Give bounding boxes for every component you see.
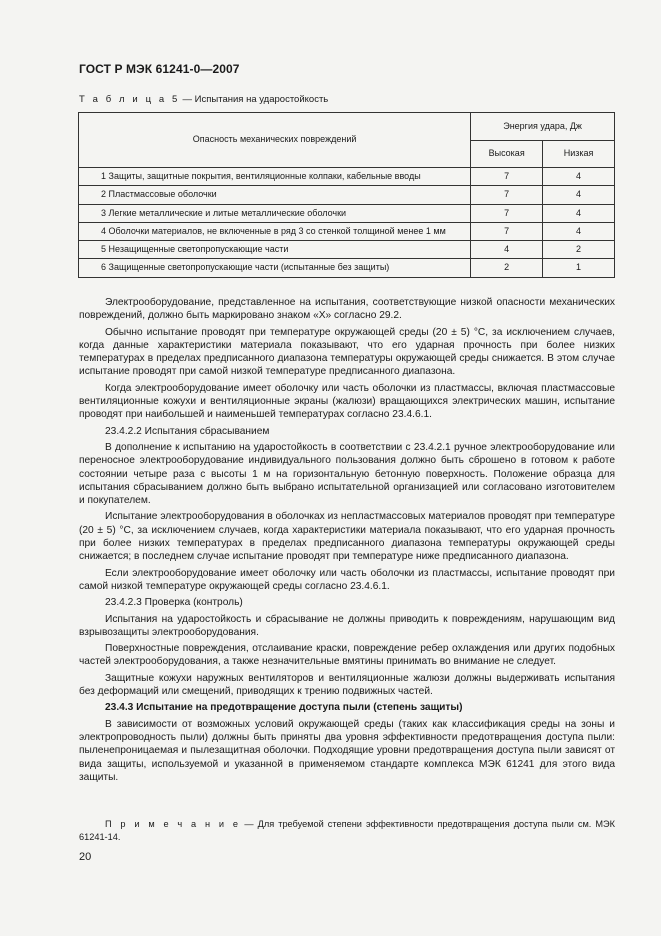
column-header-low: Низкая	[543, 141, 615, 168]
column-header-hazard: Опасность механических повреждений	[79, 113, 471, 168]
table-row	[79, 259, 615, 277]
table-row	[79, 168, 615, 186]
table-caption-label: Т а б л и ц а 5	[79, 94, 180, 105]
paragraph: Электрооборудование, представленное на испытания, соответствующие низкой опасности механических повреждений, должно быть маркировано знаком «X» согласно 29.2.	[79, 297, 615, 322]
table-caption	[79, 94, 328, 105]
paragraph: Если электрооборудование имеет оболочку или часть оболочки из пластмассы, испытание проводят при самой низкой температуре окружающей среды согласно 23.4.6.1.	[79, 567, 615, 592]
section-heading-23-4-3: 23.4.3 Испытание на предотвращение доступа пыли (степень защиты)	[105, 702, 463, 714]
paragraph: Когда электрооборудование имеет оболочку или часть оболочки из пластмассы, включая пластмассовые вентиляционные кожухи и вентиляционные экраны (жалюзи) вращающихся электрических машин, испытание проводят при наибольшей и наименьшей температурах согласно 23.4.6.1.	[79, 382, 615, 421]
column-header-energy: Энергия удара, Дж	[471, 113, 615, 141]
table-row	[79, 204, 615, 222]
body-text	[79, 296, 615, 787]
row-hazard-name: 2 Пластмассовые оболочки	[79, 186, 471, 204]
row-low-value: 4	[543, 204, 615, 222]
section-heading-23-4-2-2: 23.4.2.2 Испытания сбрасыванием	[105, 425, 270, 437]
impact-test-table	[78, 112, 615, 278]
note-text: — Для требуемой степени эффективности предотвращения доступа пыли см. МЭК 61241-14.	[79, 819, 615, 842]
row-high-value: 7	[471, 186, 543, 204]
row-low-value: 4	[543, 186, 615, 204]
row-hazard-name: 5 Незащищенные светопропускающие части	[79, 241, 471, 259]
table-row	[79, 241, 615, 259]
note	[79, 818, 615, 843]
table-row	[79, 222, 615, 240]
row-hazard-name: 3 Легкие металлические и литые металлические оболочки	[79, 204, 471, 222]
row-high-value: 7	[471, 204, 543, 222]
row-hazard-name: 4 Оболочки материалов, не включенные в ряд 3 со стенкой толщиной менее 1 мм	[79, 222, 471, 240]
row-hazard-name: 6 Защищенные светопропускающие части (испытанные без защиты)	[79, 259, 471, 277]
paragraph: Поверхностные повреждения, отслаивание краски, повреждение ребер охлаждения или других подобных частей электрооборудования, а также незначительные вмятины принимать во внимание не следует.	[79, 643, 615, 668]
document-header: ГОСТ Р МЭК 61241-0—2007	[79, 62, 240, 76]
row-high-value: 7	[471, 222, 543, 240]
row-hazard-name: 1 Защиты, защитные покрытия, вентиляционные колпаки, кабельные вводы	[79, 168, 471, 186]
row-low-value: 4	[543, 222, 615, 240]
note-label: П р и м е ч а н и е	[105, 819, 241, 829]
row-high-value: 2	[471, 259, 543, 277]
table-row	[79, 186, 615, 204]
section-heading-23-4-2-3: 23.4.2.3 Проверка (контроль)	[105, 597, 243, 609]
paragraph: Обычно испытание проводят при температуре окружающей среды (20 ± 5) °С, за исключением случаев, когда данные характеристики материала показывают, что его ударная прочность при более низких температурах в пределах предписанного диапазона температуры окружающей среды снижается. В этом случае испытание проводят при самой низкой температуре предписанного диапазона.	[79, 326, 615, 378]
row-low-value: 1	[543, 259, 615, 277]
row-low-value: 4	[543, 168, 615, 186]
table-caption-text: — Испытания на ударостойкость	[179, 94, 329, 105]
paragraph: Защитные кожухи наружных вентиляторов и вентиляционные жалюзи должны выдерживать испытания без деформаций или смещений, приводящих к трению подвижных частей.	[79, 672, 615, 698]
page-number: 20	[79, 851, 92, 863]
paragraph: Испытания на ударостойкость и сбрасывание не должны приводить к повреждениям, нарушающим вид взрывозащиты электрооборудования.	[79, 613, 615, 638]
paragraph: В зависимости от возможных условий окружающей среды (таких как классификация среды на зоны и электропроводность пыли) должны быть приняты два уровня эффективности предотвращения доступа пыли: пыленепроницаемая и пылезащитная оболочки. Подходящие уровни предотвращения доступа пыли зависят от вида защиты, используемой и указанной в применяемом стандарте комплекса МЭК 61241 для этого вида защиты.	[79, 718, 615, 783]
paragraph: Испытание электрооборудования в оболочках из непластмассовых материалов проводят при температуре (20 ± 5) °С, за исключением случаев, когда характеристики материала показывают, что его ударная прочность при более низких температурах в пределах предписанного диапазона температуры окружающей среды снижается; в последнем случае испытание проводят при температуре ниже предписанного диапазона.	[79, 511, 615, 563]
paragraph: В дополнение к испытанию на ударостойкость в соответствии с 23.4.2.1 ручное электрооборудование или переносное электрооборудование индивидуального пользования должно быть сброшено в готовом к работе состоянии четыре раза с высоты 1 м на горизонтальную бетонную поверхность. Положение образца для испытания сбрасыванием должно быть выбрано испытательной организацией или согласовано изготовителем и покупателем.	[79, 441, 615, 507]
row-high-value: 4	[471, 241, 543, 259]
row-low-value: 2	[543, 241, 615, 259]
row-high-value: 7	[471, 168, 543, 186]
column-header-high: Высокая	[471, 141, 543, 168]
